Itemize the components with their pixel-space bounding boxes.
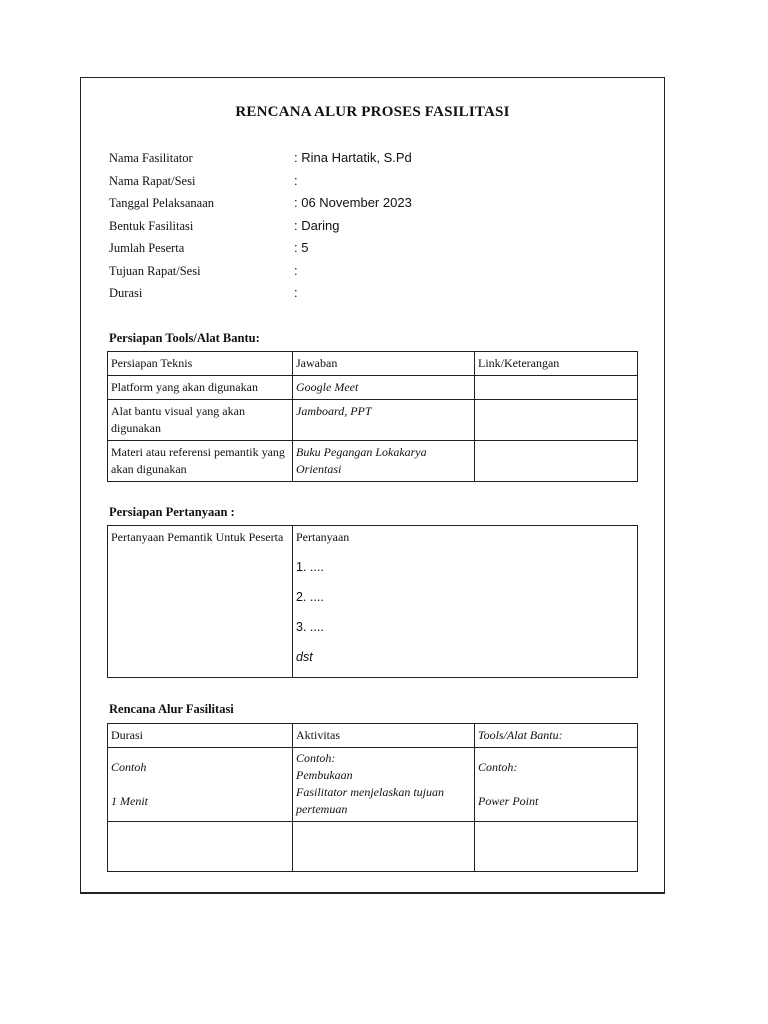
table-row	[108, 822, 638, 872]
activity-line: Pembukaan	[296, 768, 353, 782]
questions-table	[107, 525, 638, 678]
tools-label: Contoh:	[478, 760, 518, 774]
table-cell: Materi atau referensi pemantik yang akan digunakan	[108, 441, 293, 482]
table-row	[108, 400, 638, 441]
table-row	[108, 748, 638, 822]
info-label: Jumlah Peserta	[109, 241, 185, 255]
questions-label-cell: Pertanyaan Pemantik Untuk Peserta	[108, 526, 293, 678]
info-row-format	[109, 219, 629, 242]
duration-label: Contoh	[111, 760, 147, 774]
table-header-row	[108, 724, 638, 748]
table-cell	[475, 822, 638, 872]
info-value: : 5	[294, 240, 309, 255]
table-row	[108, 376, 638, 400]
list-item: 2. ....	[296, 590, 324, 604]
tools-value: Power Point	[478, 794, 539, 808]
info-value: :	[294, 262, 298, 278]
info-value: : Rina Hartatik, S.Pd	[294, 150, 412, 165]
info-row-date	[109, 196, 629, 219]
table-cell: Jamboard, PPT	[293, 400, 475, 441]
flow-heading: Rencana Alur Fasilitasi	[109, 702, 234, 716]
table-header-cell: Durasi	[108, 724, 293, 748]
tools-heading: Persiapan Tools/Alat Bantu:	[109, 331, 260, 345]
tools-table	[107, 351, 638, 482]
table-row	[108, 441, 638, 482]
table-cell: Platform yang akan digunakan	[108, 376, 293, 400]
list-item: 1. ....	[296, 560, 324, 574]
table-header-cell: Jawaban	[293, 352, 475, 376]
table-cell-activity	[293, 748, 475, 822]
table-cell	[475, 400, 638, 441]
info-value: : 06 November 2023	[294, 195, 412, 210]
flow-table	[107, 723, 638, 872]
info-value: :	[294, 285, 298, 300]
table-header-cell: Link/Keterangan	[475, 352, 638, 376]
table-header-cell: Aktivitas	[293, 724, 475, 748]
list-item: dst	[296, 650, 313, 664]
table-cell	[475, 441, 638, 482]
info-label: Durasi	[109, 286, 143, 300]
info-row-session-name	[109, 174, 629, 197]
info-value: : Daring	[294, 217, 340, 233]
questions-list-cell	[293, 526, 638, 678]
info-row-duration	[109, 286, 629, 309]
activity-line: Fasilitator menjelaskan tujuan pertemuan	[296, 785, 444, 816]
questions-heading: Persiapan Pertanyaan :	[109, 505, 235, 519]
duration-value: 1 Menit	[111, 794, 148, 808]
info-row-facilitator	[109, 151, 629, 174]
activity-line: Contoh:	[296, 751, 336, 765]
table-cell-duration	[108, 748, 293, 822]
info-row-objective	[109, 264, 629, 287]
info-section	[109, 151, 629, 309]
table-cell: Google Meet	[293, 376, 475, 400]
table-cell: Alat bantu visual yang akan digunakan	[108, 400, 293, 441]
questions-list	[296, 559, 634, 666]
table-cell-tools	[475, 748, 638, 822]
questions-column-header: Pertanyaan	[296, 530, 350, 544]
table-header-cell: Tools/Alat Bantu:	[475, 724, 638, 748]
table-cell	[475, 376, 638, 400]
info-label: Tanggal Pelaksanaan	[109, 196, 214, 210]
document-title: RENCANA ALUR PROSES FASILITASI	[235, 104, 510, 120]
table-header-cell: Persiapan Teknis	[108, 352, 293, 376]
info-label: Nama Fasilitator	[109, 151, 193, 165]
info-row-participants	[109, 241, 629, 264]
document-page	[80, 77, 665, 894]
info-value: :	[294, 172, 298, 188]
table-row	[108, 526, 638, 678]
table-cell	[108, 822, 293, 872]
table-cell	[293, 822, 475, 872]
info-label: Nama Rapat/Sesi	[109, 173, 196, 188]
info-label: Bentuk Fasilitasi	[109, 218, 194, 233]
list-item: 3. ....	[296, 620, 324, 634]
table-cell: Buku Pegangan Lokakarya Orientasi	[293, 441, 475, 482]
table-header-row	[108, 352, 638, 376]
info-label: Tujuan Rapat/Sesi	[109, 263, 201, 278]
